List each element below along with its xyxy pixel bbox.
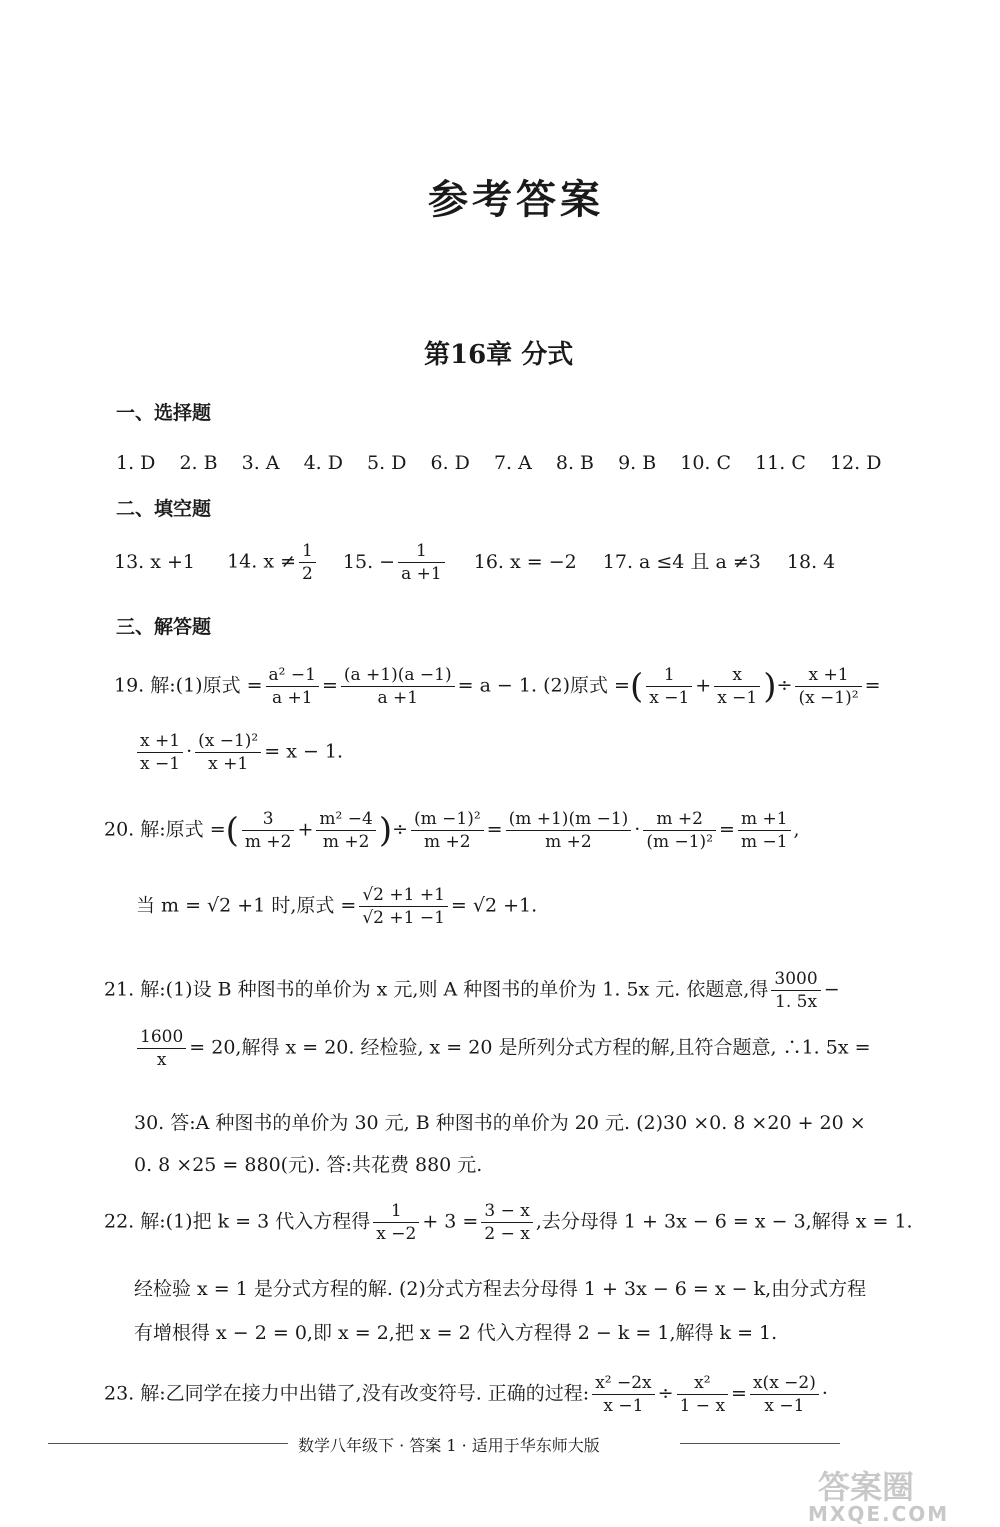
answer-17: 17. a ≤4 且 a ≠3 bbox=[602, 550, 761, 573]
fraction bbox=[771, 968, 820, 1013]
answer-11: 11. C bbox=[755, 452, 806, 474]
equals: = bbox=[731, 1382, 747, 1405]
numerator: x(x −2) bbox=[750, 1372, 819, 1395]
chapter-heading: 第16章 分式 bbox=[424, 340, 574, 370]
denominator: m +2 bbox=[322, 832, 370, 852]
multiply-dot: · bbox=[821, 1382, 828, 1405]
denominator: a +1 bbox=[377, 688, 419, 708]
divide: ÷ bbox=[657, 1382, 674, 1405]
answer-10: 10. C bbox=[680, 452, 732, 474]
q20-text: 当 m = √2 +1 时,原式 = bbox=[136, 894, 357, 917]
divide: ÷ bbox=[776, 674, 793, 697]
plus: + bbox=[695, 674, 712, 697]
numerator: (m −1)² bbox=[411, 808, 484, 831]
fraction bbox=[714, 664, 760, 709]
q21-line3: 30. 答:A 种图书的单价为 30 元, B 种图书的单价为 20 元. (2)30 ×0. 8 ×20 + 20 × bbox=[134, 1112, 866, 1134]
denominator: 1. 5x bbox=[775, 992, 818, 1012]
q21-text: = 20,解得 x = 20. 经检验, x = 20 是所列分式方程的解,且符合题意, ∴1. 5x = bbox=[189, 1036, 871, 1059]
paren-close: ) bbox=[763, 666, 777, 707]
denominator: x −1 bbox=[764, 1396, 805, 1416]
q19-text: = a − 1. (2)原式 = bbox=[457, 674, 630, 697]
q19-line2 bbox=[134, 730, 343, 775]
q19-label: 19. 解:(1)原式 = bbox=[114, 674, 263, 697]
answer-14-prefix: 14. x ≠ bbox=[227, 550, 297, 573]
numerator: m +2 bbox=[643, 808, 716, 831]
answer-2: 2. B bbox=[179, 452, 218, 474]
fraction bbox=[795, 664, 861, 709]
q21-line4: 0. 8 ×25 = 880(元). 答:共花费 880 元. bbox=[134, 1154, 483, 1176]
fraction bbox=[316, 808, 375, 853]
numerator: x² bbox=[677, 1372, 728, 1395]
footer-rule-left bbox=[48, 1443, 288, 1444]
answer-5: 5. D bbox=[367, 452, 407, 474]
numerator: m +1 bbox=[738, 808, 791, 831]
fraction bbox=[646, 664, 692, 709]
q23-line1 bbox=[104, 1372, 828, 1417]
denominator: a +1 bbox=[401, 564, 442, 584]
watermark-logo: 答案圈 bbox=[818, 1468, 915, 1506]
q21-line1 bbox=[104, 968, 840, 1013]
answer-3: 3. A bbox=[241, 452, 280, 474]
divide: ÷ bbox=[392, 818, 408, 841]
denominator: x bbox=[156, 1050, 167, 1070]
denominator: x −1 bbox=[603, 1396, 644, 1416]
fraction bbox=[137, 730, 183, 775]
numerator: (m +1)(m −1) bbox=[506, 808, 632, 831]
denominator: m +2 bbox=[545, 832, 592, 852]
denominator: m +2 bbox=[244, 832, 292, 852]
denominator: 2 bbox=[302, 564, 313, 584]
numerator: 3 − x bbox=[481, 1200, 532, 1223]
paren-close: ) bbox=[378, 810, 393, 851]
q21-text: 21. 解:(1)设 B 种图书的单价为 x 元,则 A 种图书的单价为 1. 5x 元. 依题意,得 bbox=[104, 978, 769, 1001]
answer-9: 9. B bbox=[618, 452, 657, 474]
denominator: 2 − x bbox=[484, 1224, 530, 1244]
numerator: 3 bbox=[242, 808, 295, 831]
numerator: (a +1)(a −1) bbox=[341, 664, 455, 687]
watermark-url: MXQE.COM bbox=[808, 1502, 950, 1526]
page-title: 参考答案 bbox=[428, 176, 604, 223]
q20-line2 bbox=[136, 884, 537, 929]
fraction bbox=[242, 808, 295, 853]
fill-answers bbox=[114, 540, 835, 585]
fraction bbox=[750, 1372, 819, 1417]
denominator: x −2 bbox=[376, 1224, 417, 1244]
numerator: x² −2x bbox=[592, 1372, 654, 1395]
answer-7: 7. A bbox=[493, 452, 532, 474]
fraction bbox=[398, 540, 445, 585]
denominator: x +1 bbox=[208, 754, 249, 774]
numerator: (x −1)² bbox=[195, 730, 261, 753]
answer-18: 18. 4 bbox=[786, 550, 836, 573]
answer-16: 16. x = −2 bbox=[473, 550, 577, 573]
q22-line2: 经检验 x = 1 是分式方程的解. (2)分式方程去分母得 1 + 3x − 6 = x − k,由分式方程 bbox=[134, 1278, 867, 1300]
answer-15-prefix: 15. − bbox=[342, 550, 396, 573]
numerator: 1 bbox=[398, 540, 445, 563]
fraction bbox=[341, 664, 455, 709]
equals: = bbox=[719, 818, 735, 841]
q23-text: 23. 解:乙同学在接力中出错了,没有改变符号. 正确的过程: bbox=[104, 1382, 590, 1405]
answer-6: 6. D bbox=[430, 452, 470, 474]
q20-label: 20. 解:原式 = bbox=[104, 818, 226, 841]
answer-13: 13. x +1 bbox=[114, 550, 196, 573]
footer-rule-right bbox=[680, 1443, 840, 1444]
answer-8: 8. B bbox=[555, 452, 595, 474]
fraction bbox=[195, 730, 261, 775]
numerator: m² −4 bbox=[316, 808, 375, 831]
q22-line3: 有增根得 x − 2 = 0,即 x = 2,把 x = 2 代入方程得 2 − k = 1,解得 k = 1. bbox=[134, 1322, 778, 1344]
fraction bbox=[299, 540, 316, 585]
multiply-dot: · bbox=[186, 740, 193, 763]
denominator: 1 − x bbox=[679, 1396, 726, 1416]
answer-12: 12. D bbox=[829, 452, 882, 474]
denominator: (m −1)² bbox=[646, 832, 714, 852]
denominator: m +2 bbox=[424, 832, 471, 852]
answer-4: 4. D bbox=[303, 452, 343, 474]
q22-line1 bbox=[104, 1200, 913, 1245]
denominator: (x −1)² bbox=[798, 688, 859, 708]
equals: = bbox=[321, 674, 338, 697]
denominator: a +1 bbox=[271, 688, 313, 708]
multiply-dot: · bbox=[634, 818, 641, 841]
denominator: x −1 bbox=[717, 688, 758, 708]
numerator: x bbox=[714, 664, 760, 687]
fraction bbox=[411, 808, 484, 853]
equals: = bbox=[864, 674, 881, 697]
denominator: x −1 bbox=[140, 754, 181, 774]
choice-answers bbox=[116, 452, 899, 474]
plus: + bbox=[297, 818, 314, 841]
q20-line1 bbox=[104, 808, 800, 853]
q22-label: 22. 解:(1)把 k = 3 代入方程得 bbox=[104, 1210, 371, 1233]
q19-line1 bbox=[114, 664, 881, 709]
q20-result: = √2 +1. bbox=[450, 894, 538, 917]
fraction bbox=[506, 808, 632, 853]
paren-open: ( bbox=[225, 810, 239, 851]
fraction bbox=[592, 1372, 654, 1417]
fraction bbox=[481, 1200, 532, 1245]
page-footer: 数学八年级下 · 答案 1 · 适用于华东师大版 bbox=[298, 1436, 600, 1455]
fraction bbox=[266, 664, 319, 709]
fraction bbox=[359, 884, 448, 929]
numerator: √2 +1 +1 bbox=[359, 884, 448, 907]
numerator: 1 bbox=[299, 540, 316, 563]
q21-line2 bbox=[134, 1026, 871, 1071]
section-solve: 三、解答题 bbox=[116, 616, 212, 638]
fraction bbox=[738, 808, 791, 853]
numerator: 1600 bbox=[137, 1026, 186, 1049]
q19-result: = x − 1. bbox=[264, 740, 344, 763]
numerator: x +1 bbox=[795, 664, 861, 687]
fraction bbox=[677, 1372, 728, 1417]
numerator: 1 bbox=[373, 1200, 419, 1223]
comma: , bbox=[793, 818, 800, 841]
answer-1: 1. D bbox=[116, 452, 156, 474]
fraction bbox=[643, 808, 716, 853]
numerator: a² −1 bbox=[266, 664, 319, 687]
numerator: 3000 bbox=[771, 968, 820, 991]
denominator: m −1 bbox=[740, 832, 788, 852]
q22-text: ,去分母得 1 + 3x − 6 = x − 3,解得 x = 1. bbox=[535, 1210, 913, 1233]
section-fill: 二、填空题 bbox=[116, 498, 212, 520]
denominator: √2 +1 −1 bbox=[362, 908, 445, 928]
q22-text: + 3 = bbox=[422, 1210, 479, 1233]
section-choice: 一、选择题 bbox=[116, 402, 212, 424]
fraction bbox=[373, 1200, 419, 1245]
fraction bbox=[137, 1026, 186, 1071]
equals: = bbox=[486, 818, 503, 841]
numerator: 1 bbox=[646, 664, 692, 687]
numerator: x +1 bbox=[137, 730, 183, 753]
minus: − bbox=[823, 978, 840, 1001]
denominator: x −1 bbox=[649, 688, 690, 708]
paren-open: ( bbox=[629, 666, 644, 707]
